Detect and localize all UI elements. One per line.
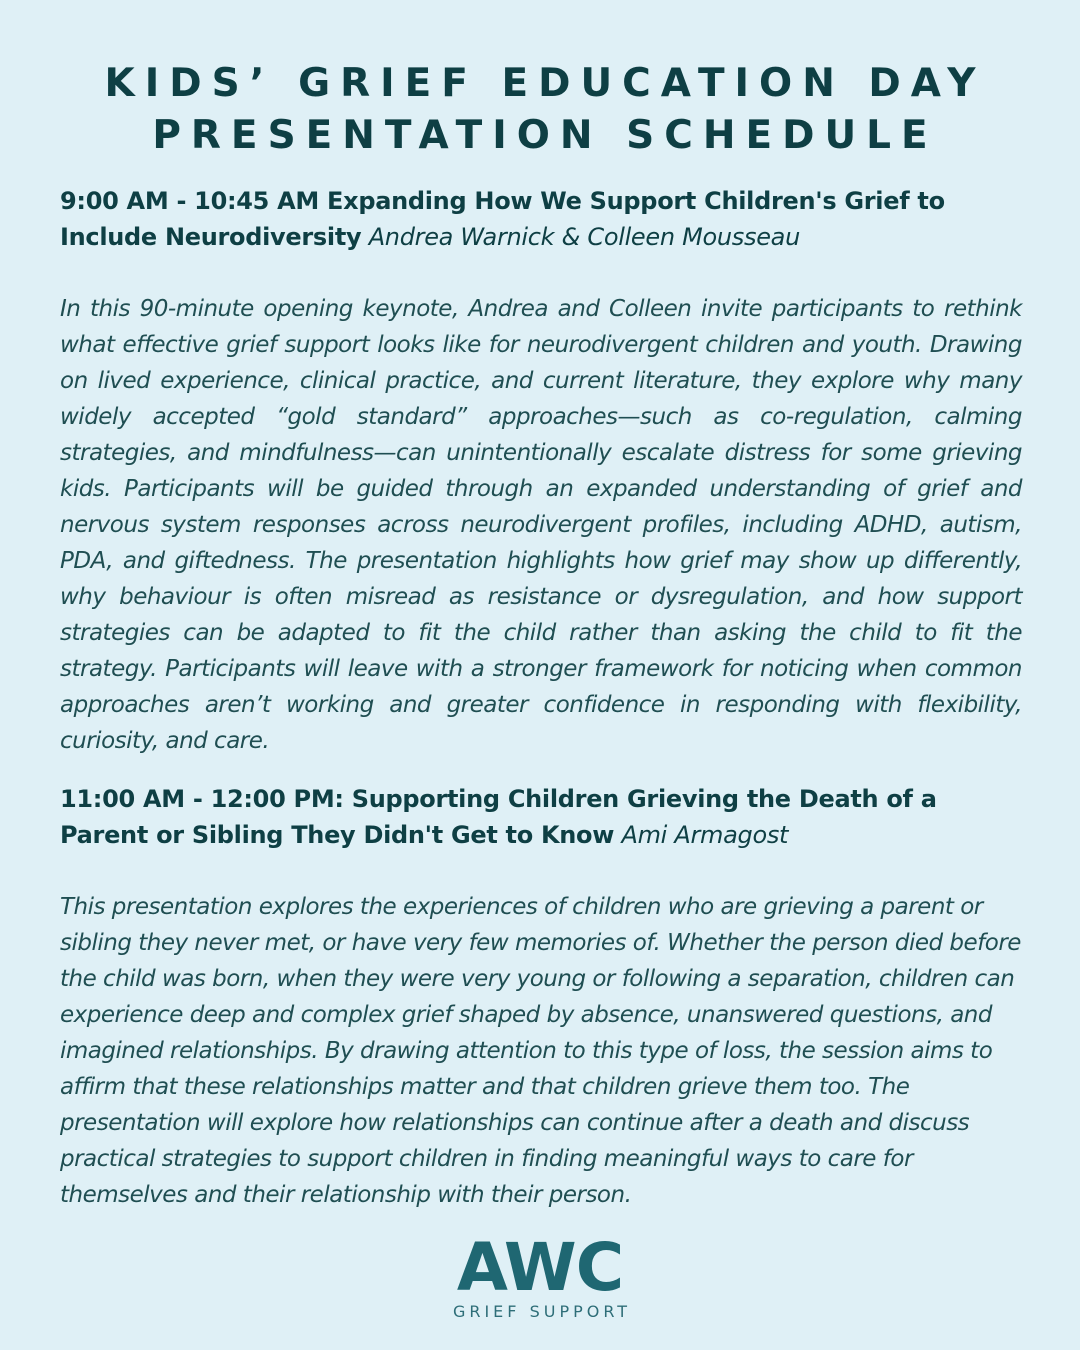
awc-logo bbox=[0, 1229, 1080, 1321]
logo-mark: AWC bbox=[456, 1229, 624, 1306]
page-title bbox=[0, 58, 1080, 162]
session-time-title: 9:00 AM - 10:45 AM Expanding How We Support Children's Grief to Include Neurodiversity bbox=[60, 187, 945, 251]
session-speakers: Ami Armagost bbox=[621, 821, 789, 849]
session-speakers: Andrea Warnick & Colleen Mousseau bbox=[368, 223, 800, 251]
session-description: In this 90-minute opening keynote, Andrea and Colleen invite participants to rethink what effective grief support looks like for neurodivergent children and youth. Drawing on lived experience, clinical practice, and current literature, they explore why many widely accepted “gold standard” approaches—such as co-regulation, calming strategies, and mindfulness—can unintentionally escalate distress for some grieving kids. Participants will be guided through an expanded understanding of grief and nervous system responses across neurodivergent profiles, including ADHD, autism, PDA, and giftedness. The presentation highlights how grief may show up differently, why behaviour is often misread as resistance or dysregulation, and how support strategies can be adapted to fit the child rather than asking the child to fit the strategy. Participants will leave with a stronger framework for noticing when common approaches aren’t working and greater confidence in responding with flexibility, curiosity, and care. bbox=[60, 296, 1022, 754]
session-heading bbox=[60, 781, 1022, 853]
session-parent-sibling-grief bbox=[60, 781, 1022, 1213]
session-description: This presentation explores the experiences of children who are grieving a parent or sibling they never met, or have very few memories of. Whether the person died before the child was born, when they were very young or following a separation, children can experience deep and complex grief shaped by absence, unanswered questions, and imagined relationships. By drawing attention to this type of loss, the session aims to affirm that these relationships matter and that children grieve them too. The presentation will explore how relationships can continue after a death and discuss practical strategies to support children in finding meaningful ways to care for themselves and their relationship with their person. bbox=[60, 894, 1021, 1208]
logo-subtitle: GRIEF SUPPORT bbox=[452, 1302, 632, 1321]
title-line-1: KIDS’ GRIEF EDUCATION DAY bbox=[104, 61, 986, 106]
title-line-2: PRESENTATION SCHEDULE bbox=[152, 113, 938, 158]
session-heading bbox=[60, 183, 1022, 255]
session-time-title: 11:00 AM - 12:00 PM: Supporting Children Grieving the Death of a Parent or Sibling They Didn't Get to Know bbox=[60, 785, 937, 849]
session-keynote bbox=[60, 183, 1022, 759]
